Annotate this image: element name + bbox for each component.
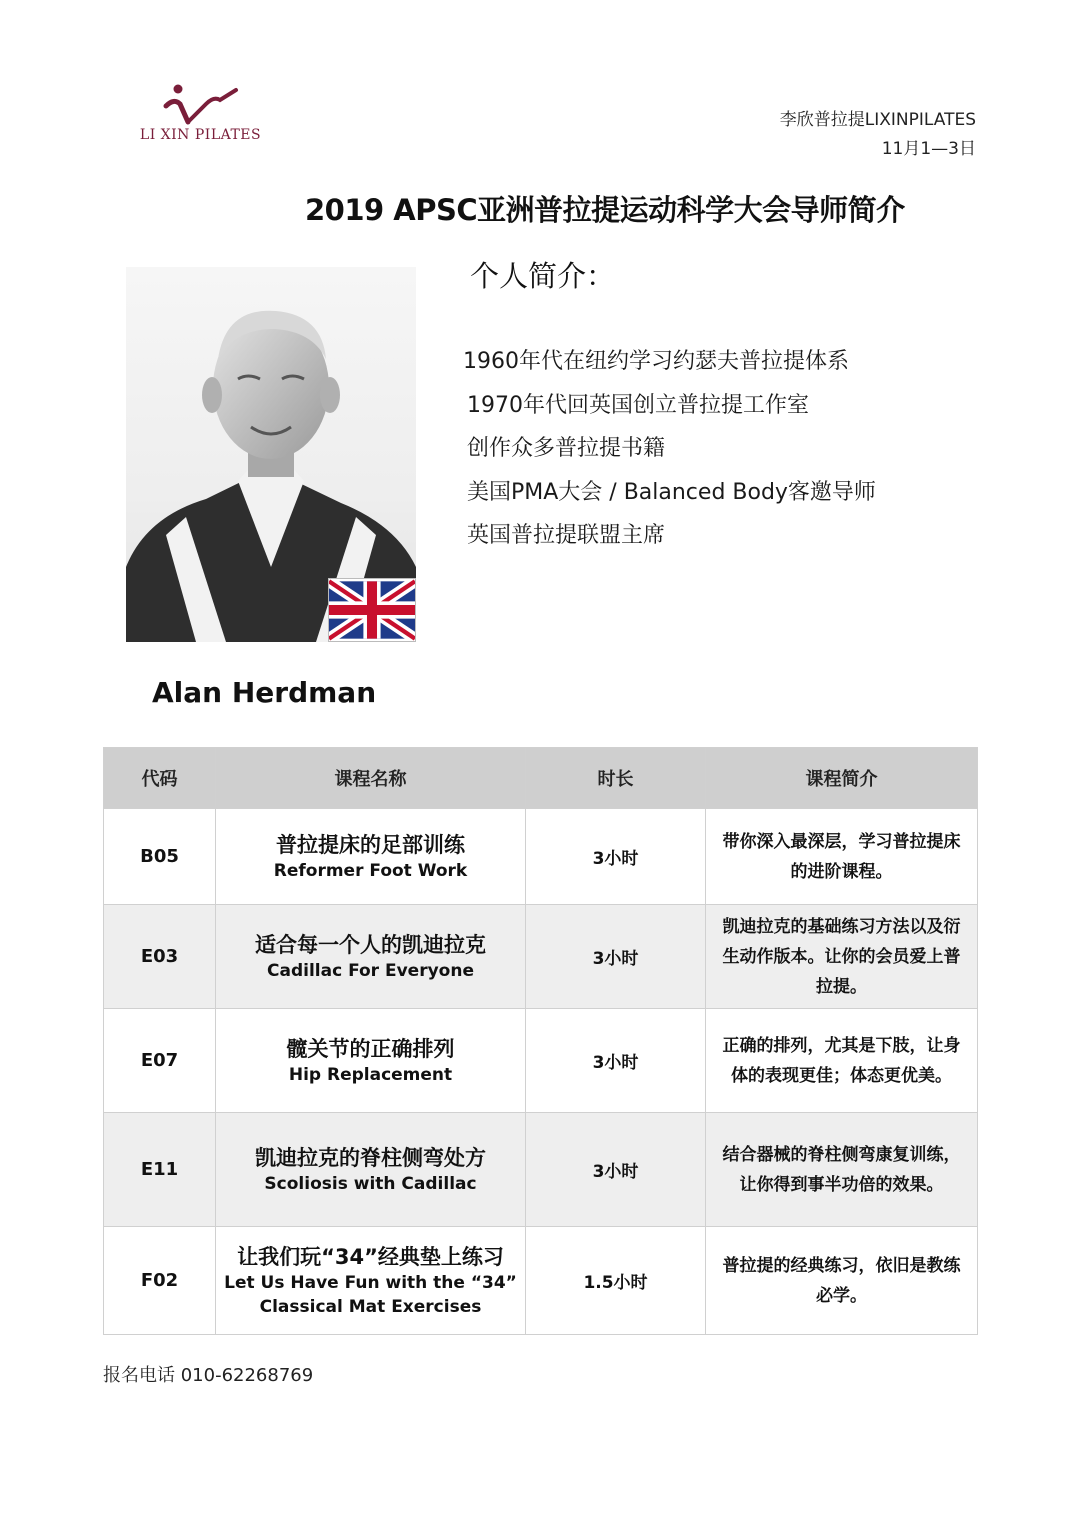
course-description: 正确的排列，尤其是下肢，让身体的表现更佳；体态更优美。 — [706, 1009, 978, 1113]
course-name-en: Scoliosis with Cadillac — [264, 1173, 477, 1194]
course-duration: 3小时 — [526, 905, 706, 1009]
course-name-cell — [216, 809, 526, 905]
page-title: 2019 APSC亚洲普拉提运动科学大会导师简介 — [305, 193, 905, 227]
course-description: 凯迪拉克的基础练习方法以及衍生动作版本。让你的会员爱上普拉提。 — [706, 905, 978, 1009]
header-course-name: 课程名称 — [216, 748, 526, 809]
course-code: E07 — [104, 1009, 216, 1113]
lixin-logo-icon — [162, 84, 240, 128]
course-table — [103, 747, 978, 1335]
header-org-block — [780, 106, 976, 164]
org-name: 李欣普拉提LIXINPILATES — [779, 110, 976, 130]
table-row — [104, 1227, 978, 1335]
course-name-cn: 让我们玩“34”经典垫上练习 — [237, 1244, 504, 1269]
course-description: 带你深入最深层，学习普拉提床的进阶课程。 — [706, 809, 978, 905]
header-code: 代码 — [104, 748, 216, 809]
bio-line: 美国PMA大会 / Balanced Body客邀导师 — [467, 479, 876, 505]
course-name-cell — [216, 1009, 526, 1113]
course-duration: 3小时 — [526, 809, 706, 905]
bio-line: 创作众多普拉提书籍 — [467, 436, 666, 461]
course-duration: 1.5小时 — [526, 1227, 706, 1335]
table-row — [104, 1113, 978, 1227]
header-duration: 时长 — [526, 748, 706, 809]
logo-text: LI XIN PILATES — [139, 127, 262, 143]
course-name-en: Hip Replacement — [288, 1064, 453, 1085]
table-row — [104, 809, 978, 905]
course-name-en: Cadillac For Everyone — [267, 960, 474, 981]
table-header-row — [104, 748, 978, 809]
course-code: F02 — [104, 1227, 216, 1335]
course-name-cn: 普拉提床的足部训练 — [276, 832, 465, 857]
course-name-en: Reformer Foot Work — [273, 860, 468, 881]
course-description: 普拉提的经典练习，依旧是教练必学。 — [706, 1227, 978, 1335]
instructor-photo — [126, 267, 416, 642]
course-code: E03 — [104, 905, 216, 1009]
course-name-cn: 凯迪拉克的脊柱侧弯处方 — [255, 1145, 486, 1170]
bio-line: 英国普拉提联盟主席 — [467, 523, 666, 548]
course-name-cell — [216, 905, 526, 1009]
bio-heading: 个人简介： — [470, 259, 616, 293]
course-duration: 3小时 — [526, 1009, 706, 1113]
course-description: 结合器械的脊柱侧弯康复训练，让你得到事半功倍的效果。 — [706, 1113, 978, 1227]
course-name-cn: 适合每一个人的凯迪拉克 — [255, 932, 486, 957]
bio-list — [463, 340, 876, 558]
bio-line: 1960年代在纽约学习约瑟夫普拉提体系 — [463, 349, 849, 374]
instructor-name: Alan Herdman — [152, 676, 377, 709]
event-dates: 11月1—3日 — [881, 139, 976, 159]
course-name-cn: 髋关节的正确排列 — [286, 1036, 455, 1061]
course-code: E11 — [104, 1113, 216, 1227]
brand-logo — [128, 84, 273, 146]
table-row — [104, 905, 978, 1009]
course-name-cell — [216, 1227, 526, 1335]
bio-line: 1970年代回英国创立普拉提工作室 — [467, 392, 809, 418]
uk-flag-icon — [328, 578, 416, 642]
registration-phone: 报名电话 010-62268769 — [103, 1365, 314, 1386]
course-duration: 3小时 — [526, 1113, 706, 1227]
table-row — [104, 1009, 978, 1113]
course-name-en: Let Us Have Fun with the “34” Classical Mat Exercises — [224, 1272, 517, 1317]
course-name-cell — [216, 1113, 526, 1227]
course-code: B05 — [104, 809, 216, 905]
header-description: 课程简介 — [706, 748, 978, 809]
